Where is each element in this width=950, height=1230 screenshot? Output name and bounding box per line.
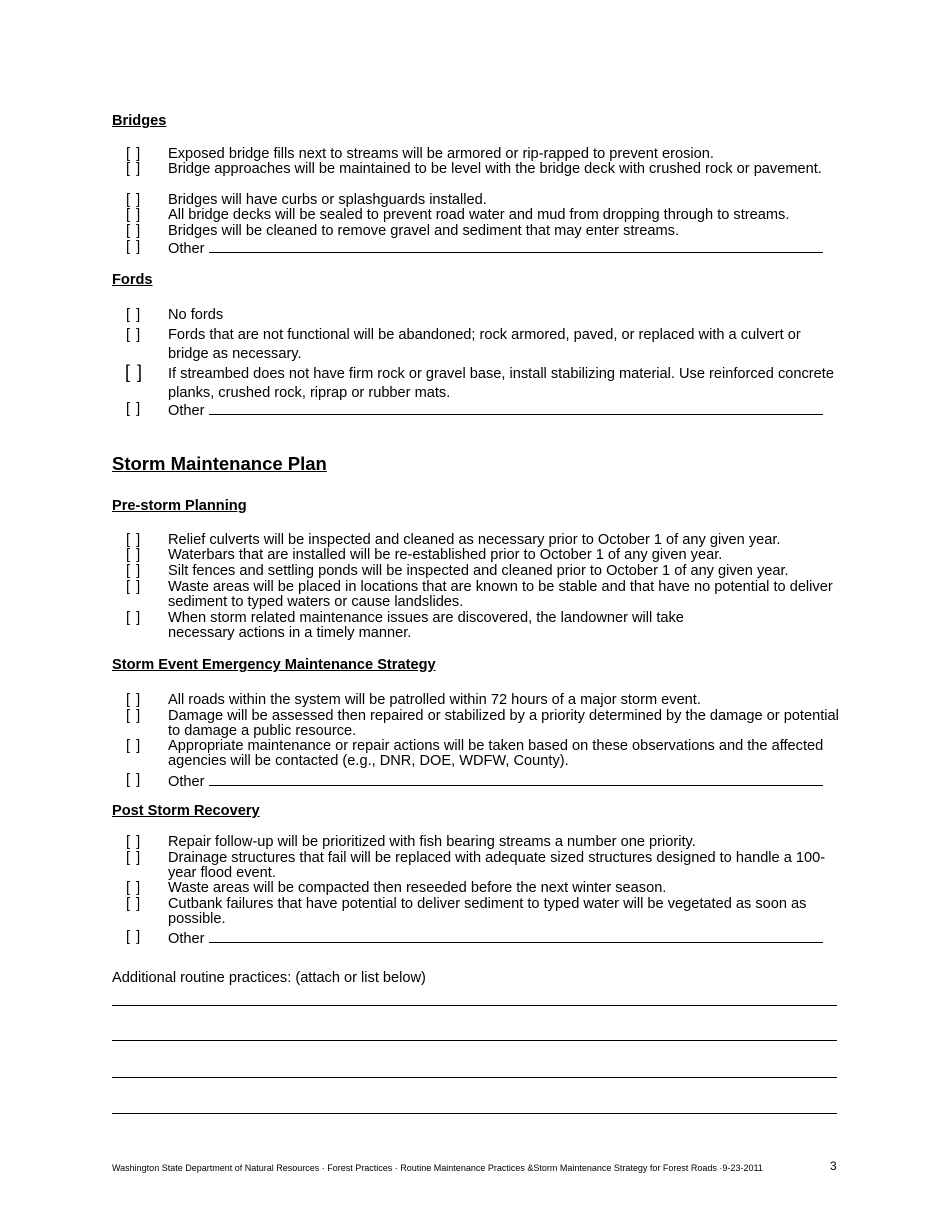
checkbox[interactable]: [ ] xyxy=(126,896,142,912)
checkbox[interactable]: [ ] xyxy=(126,880,142,896)
checkbox[interactable]: [ ] xyxy=(126,161,142,177)
checkbox[interactable]: [ ] xyxy=(126,692,142,708)
emergency-item-1 xyxy=(112,693,842,709)
other-field[interactable] xyxy=(168,240,824,257)
bridges-item-2 xyxy=(112,162,842,193)
additional-blank-line[interactable] xyxy=(112,1040,837,1041)
item-text: Exposed bridge fills next to streams will be armored or rip-rapped to prevent erosion. xyxy=(168,146,714,162)
other-label: Other xyxy=(168,403,205,419)
other-blank-line[interactable] xyxy=(209,402,823,415)
bridges-other xyxy=(112,240,842,256)
bridges-heading: Bridges xyxy=(112,113,167,129)
checkbox[interactable]: [ ] xyxy=(126,327,142,343)
item-text: Repair follow-up will be prioritized with fish bearing streams a number one priority. xyxy=(168,834,696,850)
additional-blank-line[interactable] xyxy=(112,1005,837,1006)
other-blank-line[interactable] xyxy=(209,930,823,943)
item-text: Bridges will be cleaned to remove gravel and sediment that may enter streams. xyxy=(168,223,680,239)
bridges-item-4 xyxy=(112,208,842,224)
storm-plan-title: Storm Maintenance Plan xyxy=(112,453,327,474)
item-text: Damage will be assessed then repaired or stabilized by a priority determined by the damage or potential to damage a public resource. xyxy=(168,708,839,740)
checkbox[interactable]: [ ] xyxy=(126,579,142,595)
fords-item-2 xyxy=(112,326,842,362)
emergency-other xyxy=(112,773,842,789)
item-text: Relief culverts will be inspected and cleaned as necessary prior to October 1 of any given year. xyxy=(168,532,781,548)
item-text: Waste areas will be placed in locations that are known to be stable and that have no potential to deliver sediment to typed waters or cause landslides. xyxy=(168,579,833,611)
checkbox[interactable]: [ ] xyxy=(126,146,142,162)
item-text: All roads within the system will be patrolled within 72 hours of a major storm event. xyxy=(168,692,701,708)
checkbox[interactable]: [ ] xyxy=(126,207,142,223)
checkbox[interactable]: [ ] xyxy=(126,738,142,754)
other-blank-line[interactable] xyxy=(209,240,823,253)
item-text: Silt fences and settling ponds will be inspected and cleaned prior to October 1 of any given year. xyxy=(168,563,789,579)
fords-item-1 xyxy=(112,308,842,326)
pre-storm-item-3 xyxy=(112,564,842,580)
pre-storm-item-4 xyxy=(112,580,842,611)
fords-heading: Fords xyxy=(112,272,153,288)
item-text: All bridge decks will be sealed to prevent road water and mud from dropping through to streams. xyxy=(168,207,790,223)
other-blank-line[interactable] xyxy=(209,773,823,786)
other-label: Other xyxy=(168,774,205,790)
checkbox[interactable]: [ ] xyxy=(126,929,142,945)
checkbox[interactable]: [ ] xyxy=(126,401,142,417)
item-text: If streambed does not have firm rock or gravel base, install stabilizing material. Use reinforced concrete planks, crushed rock, riprap or rubber mats. xyxy=(168,366,834,401)
item-text: Bridges will have curbs or splashguards installed. xyxy=(168,192,487,208)
other-field[interactable] xyxy=(168,402,824,419)
other-field[interactable] xyxy=(168,930,824,947)
item-text: When storm related maintenance issues are discovered, the landowner will take necessary actions in a timely manner. xyxy=(168,610,684,642)
item-text: Cutbank failures that have potential to deliver sediment to typed water will be vegetated as soon as possible. xyxy=(168,896,807,928)
fords-other xyxy=(112,402,842,418)
pre-storm-item-5 xyxy=(112,611,842,642)
page-number: 3 xyxy=(830,1159,837,1173)
pre-storm-item-2 xyxy=(112,548,842,564)
checkbox[interactable]: [ ] xyxy=(126,223,142,239)
item-text: Bridge approaches will be maintained to be level with the bridge deck with crushed rock or pavement. xyxy=(168,161,822,177)
recovery-item-4 xyxy=(112,897,842,928)
checkbox[interactable]: [ ] xyxy=(126,307,142,323)
fords-item-3 xyxy=(112,362,842,401)
checkbox[interactable]: [ ] xyxy=(126,834,142,850)
item-text: Appropriate maintenance or repair actions will be taken based on these observations and the affected agencies will be contacted (e.g., DNR, DOE, WDFW, County). xyxy=(168,738,824,770)
item-text: No fords xyxy=(168,307,224,323)
checkbox[interactable]: [ ] xyxy=(125,362,144,382)
checkbox[interactable]: [ ] xyxy=(126,610,142,626)
checkbox[interactable]: [ ] xyxy=(126,532,142,548)
pre-storm-heading: Pre-storm Planning xyxy=(112,498,247,514)
item-text: Waste areas will be compacted then reseeded before the next winter season. xyxy=(168,880,667,896)
recovery-item-3 xyxy=(112,881,842,897)
item-text: Fords that are not functional will be abandoned; rock armored, paved, or replaced with a culvert or bridge as necessary. xyxy=(168,327,801,362)
other-label: Other xyxy=(168,931,205,947)
checkbox[interactable]: [ ] xyxy=(126,850,142,866)
emergency-heading: Storm Event Emergency Maintenance Strategy xyxy=(112,657,436,673)
recovery-item-1 xyxy=(112,835,842,851)
additional-blank-line[interactable] xyxy=(112,1077,837,1078)
other-field[interactable] xyxy=(168,773,824,790)
emergency-item-2 xyxy=(112,709,842,740)
checkbox[interactable]: [ ] xyxy=(126,772,142,788)
recovery-other xyxy=(112,930,842,946)
recovery-heading: Post Storm Recovery xyxy=(112,803,260,819)
checkbox[interactable]: [ ] xyxy=(126,708,142,724)
checkbox[interactable]: [ ] xyxy=(126,192,142,208)
additional-practices-label: Additional routine practices: (attach or list below) xyxy=(112,970,426,986)
additional-blank-line[interactable] xyxy=(112,1113,837,1114)
item-text: Waterbars that are installed will be re-established prior to October 1 of any given year. xyxy=(168,547,723,563)
other-label: Other xyxy=(168,241,205,257)
footer-text: Washington State Department of Natural Resources · Forest Practices · Routine Maintenance Practices &Storm Maintenance Strategy for Forest Roads ·9-23-2011 xyxy=(112,1163,763,1173)
emergency-item-3 xyxy=(112,739,842,770)
item-text: Drainage structures that fail will be replaced with adequate sized structures designed to handle a 100-year flood event. xyxy=(168,850,826,882)
checkbox[interactable]: [ ] xyxy=(126,563,142,579)
bridges-item-5 xyxy=(112,224,842,240)
checkbox[interactable]: [ ] xyxy=(126,239,142,255)
checkbox[interactable]: [ ] xyxy=(126,547,142,563)
recovery-item-2 xyxy=(112,851,842,882)
